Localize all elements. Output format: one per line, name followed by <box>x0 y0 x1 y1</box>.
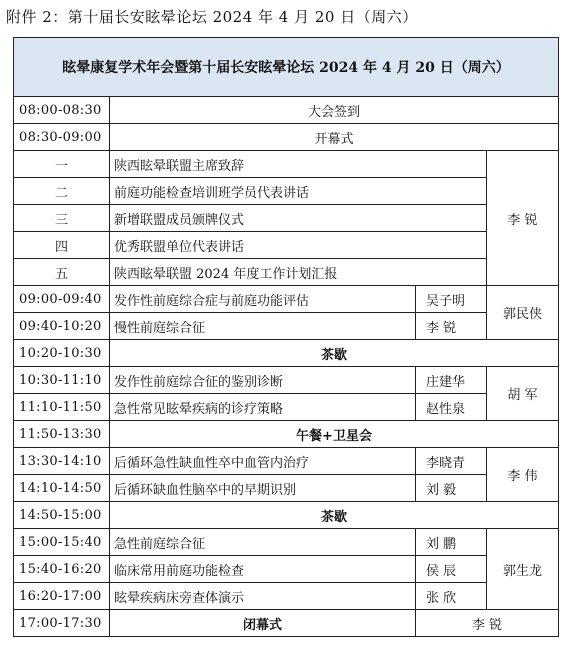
table-row <box>14 259 559 286</box>
time-cell: 14:10-14:50 <box>14 475 110 502</box>
table-row <box>14 124 559 151</box>
talk-title: 后循环急性缺血性卒中血管内治疗 <box>110 448 416 475</box>
host-cell: 胡 军 <box>487 367 559 421</box>
time-cell: 10:30-11:10 <box>14 367 110 394</box>
time-cell: 08:00-08:30 <box>14 97 110 124</box>
table-row <box>14 205 559 232</box>
time-cell: 15:00-15:40 <box>14 529 110 556</box>
session-title: 优秀联盟单位代表讲话 <box>110 232 487 259</box>
table-row <box>14 610 559 637</box>
table-row <box>14 151 559 178</box>
table-row <box>14 286 559 313</box>
talk-title: 发作性前庭综合症与前庭功能评估 <box>110 286 416 313</box>
talk-title: 慢性前庭综合征 <box>110 313 416 340</box>
talk-title: 后循环缺血性脑卒中的早期识别 <box>110 475 416 502</box>
speaker-cell: 张 欣 <box>416 583 487 610</box>
speaker-cell: 侯 辰 <box>416 556 487 583</box>
index-cell: 三 <box>14 205 110 232</box>
index-cell: 一 <box>14 151 110 178</box>
table-row <box>14 421 559 448</box>
index-cell: 二 <box>14 178 110 205</box>
talk-title: 临床常用前庭功能检查 <box>110 556 416 583</box>
speaker-cell: 李晓青 <box>416 448 487 475</box>
session-title: 前庭功能检查培训班学员代表讲话 <box>110 178 487 205</box>
table-row <box>14 178 559 205</box>
index-cell: 四 <box>14 232 110 259</box>
speaker-cell: 刘 毅 <box>416 475 487 502</box>
session-title: 陕西眩晕联盟 2024 年度工作计划汇报 <box>110 259 487 286</box>
table-row <box>14 475 559 502</box>
table-row <box>14 502 559 529</box>
break-label: 茶歇 <box>110 502 559 529</box>
talk-title: 急性前庭综合征 <box>110 529 416 556</box>
time-cell: 17:00-17:30 <box>14 610 110 637</box>
table-header-row <box>14 38 559 97</box>
speaker-cell: 赵性泉 <box>416 394 487 421</box>
time-cell: 10:20-10:30 <box>14 340 110 367</box>
host-cell: 李 伟 <box>487 448 559 502</box>
talk-title: 发作性前庭综合征的鉴别诊断 <box>110 367 416 394</box>
speaker-cell: 吴子明 <box>416 286 487 313</box>
table-row <box>14 97 559 124</box>
speaker-cell: 庄建华 <box>416 367 487 394</box>
attachment-title: 附件 2：第十届长安眩晕论坛 2024 年 4 月 20 日（周六） <box>6 8 418 26</box>
table-header: 眩晕康复学术年会暨第十届长安眩晕论坛 2024 年 4 月 20 日（周六） <box>14 38 559 97</box>
speaker-cell: 李 锐 <box>416 313 487 340</box>
index-cell: 五 <box>14 259 110 286</box>
table-row <box>14 448 559 475</box>
time-cell: 09:00-09:40 <box>14 286 110 313</box>
schedule-table <box>13 37 559 637</box>
session-title: 开幕式 <box>110 124 559 151</box>
time-cell: 09:40-10:20 <box>14 313 110 340</box>
host-cell: 李 锐 <box>487 151 559 286</box>
time-cell: 13:30-14:10 <box>14 448 110 475</box>
time-cell: 11:50-13:30 <box>14 421 110 448</box>
time-cell: 11:10-11:50 <box>14 394 110 421</box>
host-cell: 郭民侠 <box>487 286 559 340</box>
speaker-cell: 李 锐 <box>416 610 559 637</box>
lunch-label: 午餐+卫星会 <box>110 421 559 448</box>
talk-title: 眩晕疾病床旁查体演示 <box>110 583 416 610</box>
time-cell: 08:30-09:00 <box>14 124 110 151</box>
time-cell: 15:40-16:20 <box>14 556 110 583</box>
table-row <box>14 367 559 394</box>
table-row <box>14 340 559 367</box>
break-label: 茶歇 <box>110 340 559 367</box>
table-row <box>14 313 559 340</box>
table-row <box>14 232 559 259</box>
speaker-cell: 刘 鹏 <box>416 529 487 556</box>
closing-label: 闭幕式 <box>110 610 416 637</box>
host-cell: 郭生龙 <box>487 529 559 610</box>
session-title: 陕西眩晕联盟主席致辞 <box>110 151 487 178</box>
session-title: 新增联盟成员颁牌仪式 <box>110 205 487 232</box>
table-row <box>14 556 559 583</box>
session-title: 大会签到 <box>110 97 559 124</box>
time-cell: 16:20-17:00 <box>14 583 110 610</box>
table-row <box>14 529 559 556</box>
table-row <box>14 583 559 610</box>
table-row <box>14 394 559 421</box>
time-cell: 14:50-15:00 <box>14 502 110 529</box>
talk-title: 急性常见眩晕疾病的诊疗策略 <box>110 394 416 421</box>
